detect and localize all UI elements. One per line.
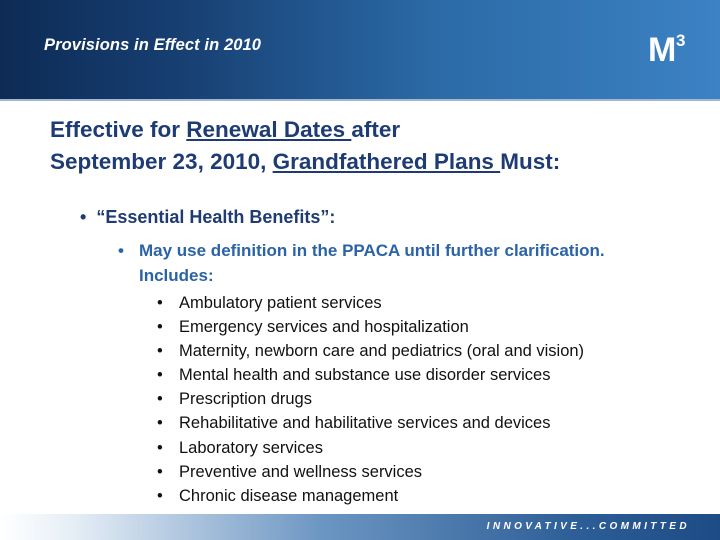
- bullet-ppaca-definition: [118, 238, 678, 288]
- slide-heading: [50, 114, 710, 178]
- heading-underline-renewal: Renewal Dates: [186, 117, 352, 142]
- benefits-list: [157, 291, 584, 508]
- list-item: • Emergency services and hospitalization: [157, 315, 584, 339]
- bullet-marker: •: [80, 207, 87, 227]
- bullet-text: “Essential Health Benefits”:: [96, 207, 336, 227]
- bullet-marker: •: [157, 438, 163, 457]
- footer-tagline: INNOVATIVE...COMMITTED: [486, 521, 690, 532]
- list-item: • Laboratory services: [157, 436, 584, 460]
- header-divider: [0, 99, 720, 101]
- bullet-marker: •: [157, 486, 163, 505]
- header-title: Provisions in Effect in 2010: [44, 36, 262, 54]
- bullet-marker: •: [157, 342, 163, 361]
- bullet-marker: •: [157, 366, 163, 385]
- heading-text: September 23, 2010,: [50, 149, 273, 174]
- list-item: • Maternity, newborn care and pediatrics (oral and vision): [157, 339, 584, 363]
- logo-superscript: 3: [676, 31, 686, 50]
- bullet-marker: •: [118, 241, 124, 260]
- list-item: • Ambulatory patient services: [157, 291, 584, 315]
- bullet-marker: •: [157, 462, 163, 481]
- logo-letter: M: [648, 31, 677, 66]
- bullet-marker: •: [157, 390, 163, 409]
- list-item: • Rehabilitative and habilitative services and devices: [157, 411, 584, 435]
- heading-text: Effective for: [50, 117, 187, 142]
- list-item: • Prescription drugs: [157, 387, 584, 411]
- list-item: • Preventive and wellness services: [157, 460, 584, 484]
- bullet-essential-health-benefits: [80, 207, 335, 228]
- heading-text: Must:: [500, 149, 561, 174]
- bullet-marker: •: [157, 294, 163, 312]
- m3-logo-icon: [648, 30, 688, 66]
- footer-bar: [0, 514, 720, 540]
- header-banner: [0, 0, 720, 99]
- bullet-marker: •: [157, 318, 163, 337]
- list-item: • Chronic disease management: [157, 484, 584, 508]
- bullet-marker: •: [157, 414, 163, 433]
- heading-text: after: [351, 117, 401, 142]
- heading-underline-grandfathered: Grandfathered Plans: [272, 149, 501, 174]
- list-item: • Mental health and substance use disorder services: [157, 363, 584, 387]
- bullet-text: May use definition in the PPACA until further clarification. Includes:: [139, 241, 605, 285]
